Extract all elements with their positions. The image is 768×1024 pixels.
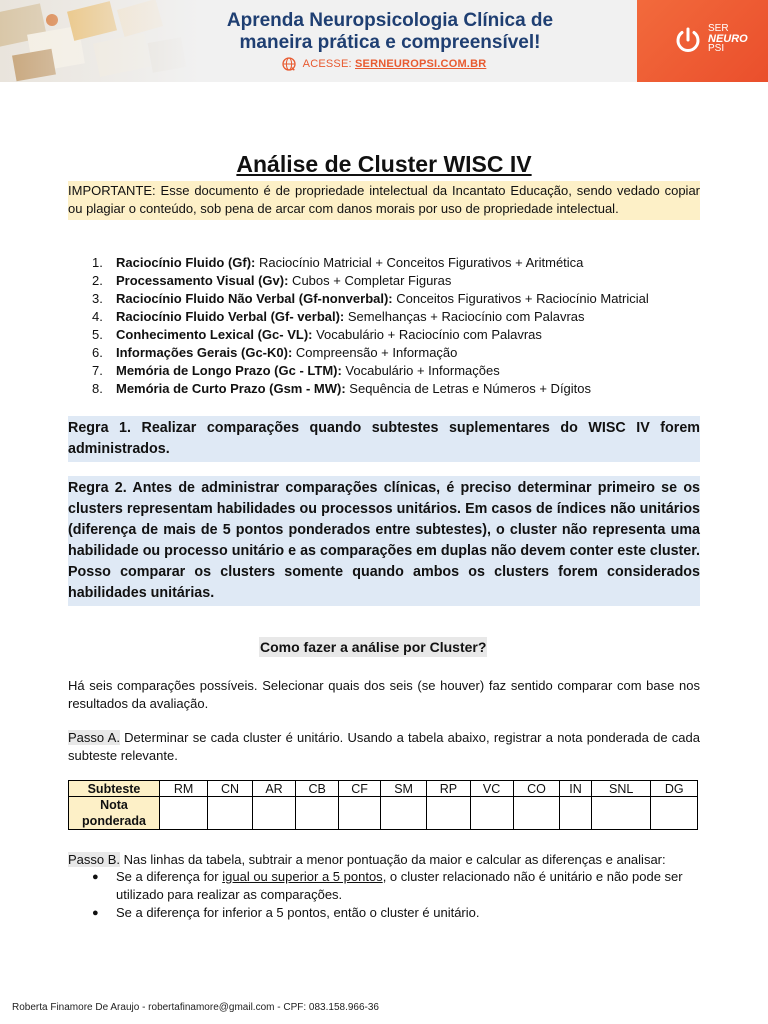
cluster-description: Vocabulário + Informações bbox=[341, 363, 500, 378]
subtest-table bbox=[68, 780, 698, 830]
subtest-code-cell: CB bbox=[296, 781, 339, 797]
cluster-name: Memória de Curto Prazo (Gsm - MW): bbox=[116, 381, 346, 396]
list-item bbox=[68, 272, 700, 290]
list-item bbox=[68, 868, 700, 904]
list-item bbox=[68, 308, 700, 326]
list-item bbox=[68, 290, 700, 308]
list-item bbox=[68, 254, 700, 272]
logo-psi: PSI bbox=[708, 43, 725, 54]
subtest-code-cell: AR bbox=[252, 781, 295, 797]
cluster-name: Processamento Visual (Gv): bbox=[116, 273, 289, 288]
power-icon bbox=[674, 26, 702, 54]
score-cell[interactable] bbox=[160, 797, 208, 830]
header-line: ponderada bbox=[82, 814, 146, 828]
cluster-name: Informações Gerais (Gc-K0): bbox=[116, 345, 293, 360]
list-item bbox=[68, 380, 700, 398]
list-number: 8. bbox=[92, 381, 103, 396]
rule-1: Regra 1. Realizar comparações quando subtestes suplementares do WISC IV forem administrados. bbox=[68, 416, 700, 462]
cluster-description: Semelhanças + Raciocínio com Palavras bbox=[344, 309, 585, 324]
cluster-name: Memória de Longo Prazo (Gc - LTM): bbox=[116, 363, 342, 378]
important-notice: IMPORTANTE: Esse documento é de propriedade intelectual da Incantato Educação, sendo vedado copiar ou plagiar o conteúdo, sob pena de arcar com danos morais por uso de propriedade intelectual. bbox=[68, 181, 700, 220]
criteria-list bbox=[68, 868, 700, 922]
list-number: 4. bbox=[92, 309, 103, 324]
score-cell[interactable] bbox=[651, 797, 698, 830]
subtest-code-cell: DG bbox=[651, 781, 698, 797]
list-item bbox=[68, 326, 700, 344]
score-cell[interactable] bbox=[427, 797, 470, 830]
rule-2: Regra 2. Antes de administrar comparações clínicas, é preciso determinar primeiro se os clusters representam habilidades ou processos unitários. Em casos de índices não unitários (diferença de mais de 5 pontos ponderados entre subtestes), o cluster não representa uma habilidade ou processo unitário e as comparações em duplas não devem conter este cluster. Posso comparar os clusters somente quando ambos os clusters forem considerados habilidades unitárias. bbox=[68, 476, 700, 606]
bullet-icon: ● bbox=[92, 871, 99, 883]
list-number: 3. bbox=[92, 291, 103, 306]
list-number: 2. bbox=[92, 273, 103, 288]
header-line: Nota bbox=[100, 798, 128, 812]
bullet-text: Se a diferença for inferior a 5 pontos, então o cluster é unitário. bbox=[116, 905, 480, 920]
list-item bbox=[68, 362, 700, 380]
banner-access-link[interactable] bbox=[282, 57, 486, 71]
subtest-code-cell: SNL bbox=[591, 781, 651, 797]
score-cell[interactable] bbox=[339, 797, 381, 830]
score-cell[interactable] bbox=[470, 797, 513, 830]
access-label: ACESSE: bbox=[302, 57, 352, 70]
passo-a-paragraph bbox=[68, 729, 700, 765]
promo-banner[interactable] bbox=[0, 0, 768, 82]
intro-paragraph: Há seis comparações possíveis. Selecionar quais dos seis (se houver) faz sentido comparar com base nos resultados da avaliação. bbox=[68, 678, 700, 711]
subtest-code-cell: CN bbox=[208, 781, 253, 797]
list-item bbox=[68, 344, 700, 362]
banner-title-line2: maneira prática e compreensível! bbox=[239, 32, 541, 53]
bullet-text-underlined: igual ou superior a 5 pontos bbox=[222, 869, 383, 884]
logo-neuro: NEURO bbox=[708, 33, 748, 45]
bullet-text-pre: Se a diferença for bbox=[116, 869, 223, 884]
logo-ser: SER bbox=[708, 23, 729, 34]
passo-b-text: Nas linhas da tabela, subtrair a menor pontuação da maior e calcular as diferenças e analisar: bbox=[120, 852, 666, 867]
cluster-description: Vocabulário + Raciocínio com Palavras bbox=[312, 327, 542, 342]
logo-wordmark bbox=[708, 24, 748, 54]
score-cell[interactable] bbox=[560, 797, 592, 830]
howto-heading: Como fazer a análise por Cluster? bbox=[260, 639, 487, 655]
list-number: 6. bbox=[92, 345, 103, 360]
cluster-description: Compreensão + Informação bbox=[292, 345, 458, 360]
score-cell[interactable] bbox=[380, 797, 426, 830]
score-cell[interactable] bbox=[591, 797, 651, 830]
subtest-code-cell: IN bbox=[560, 781, 592, 797]
bullet-icon: ● bbox=[92, 907, 99, 919]
cluster-name: Raciocínio Fluido (Gf): bbox=[116, 255, 256, 270]
list-number: 7. bbox=[92, 363, 103, 378]
score-cell[interactable] bbox=[208, 797, 253, 830]
subtest-code-cell: VC bbox=[470, 781, 513, 797]
cluster-name: Conhecimento Lexical (Gc- VL): bbox=[116, 327, 313, 342]
table-header-cell bbox=[69, 797, 160, 830]
list-number: 1. bbox=[92, 255, 103, 270]
table-header-cell: Subteste bbox=[69, 781, 160, 797]
passo-a-label: Passo A. bbox=[68, 730, 120, 745]
list-item bbox=[68, 904, 700, 922]
cluster-description: Raciocínio Matricial + Conceitos Figurativos + Aritmética bbox=[255, 255, 584, 270]
score-cell[interactable] bbox=[513, 797, 559, 830]
cluster-name: Raciocínio Fluido Verbal (Gf- verbal): bbox=[116, 309, 345, 324]
list-number: 5. bbox=[92, 327, 103, 342]
cluster-description: Sequência de Letras e Números + Dígitos bbox=[345, 381, 592, 396]
bullet-text-post: , o cluster relacionado não é unitário e não pode ser utilizado para realizar as comparações. bbox=[116, 869, 683, 902]
globe-cursor-icon bbox=[282, 57, 296, 71]
table-row bbox=[69, 781, 698, 797]
subtest-code-cell: CO bbox=[513, 781, 559, 797]
banner-title-line1: Aprenda Neuropsicologia Clínica de bbox=[226, 10, 554, 31]
passo-b-paragraph bbox=[68, 851, 700, 869]
score-cell[interactable] bbox=[252, 797, 295, 830]
score-cell[interactable] bbox=[296, 797, 339, 830]
table-row bbox=[69, 797, 698, 830]
banner-collage-image bbox=[0, 0, 200, 82]
subtest-code-cell: RM bbox=[160, 781, 208, 797]
cluster-list bbox=[68, 254, 700, 398]
cluster-name: Raciocínio Fluido Não Verbal (Gf-nonverbal): bbox=[116, 291, 393, 306]
subtest-code-cell: RP bbox=[427, 781, 470, 797]
subtest-code-cell: SM bbox=[380, 781, 426, 797]
serneuropsi-logo[interactable] bbox=[637, 0, 768, 82]
cluster-description: Conceitos Figurativos + Raciocínio Matricial bbox=[392, 291, 649, 306]
subtest-code-cell: CF bbox=[339, 781, 381, 797]
passo-a-text: Determinar se cada cluster é unitário. Usando a tabela abaixo, registrar a nota ponderada de cada subteste relevante. bbox=[68, 730, 700, 763]
cluster-description: Cubos + Completar Figuras bbox=[288, 273, 452, 288]
access-site-link[interactable]: SERNEUROPSI.COM.BR bbox=[355, 57, 487, 70]
footer-watermark: Roberta Finamore De Araujo - robertafinamore@gmail.com - CPF: 083.158.966-36 bbox=[12, 1002, 379, 1013]
document-title: Análise de Cluster WISC IV bbox=[236, 151, 532, 177]
passo-b-label: Passo B. bbox=[68, 852, 121, 867]
